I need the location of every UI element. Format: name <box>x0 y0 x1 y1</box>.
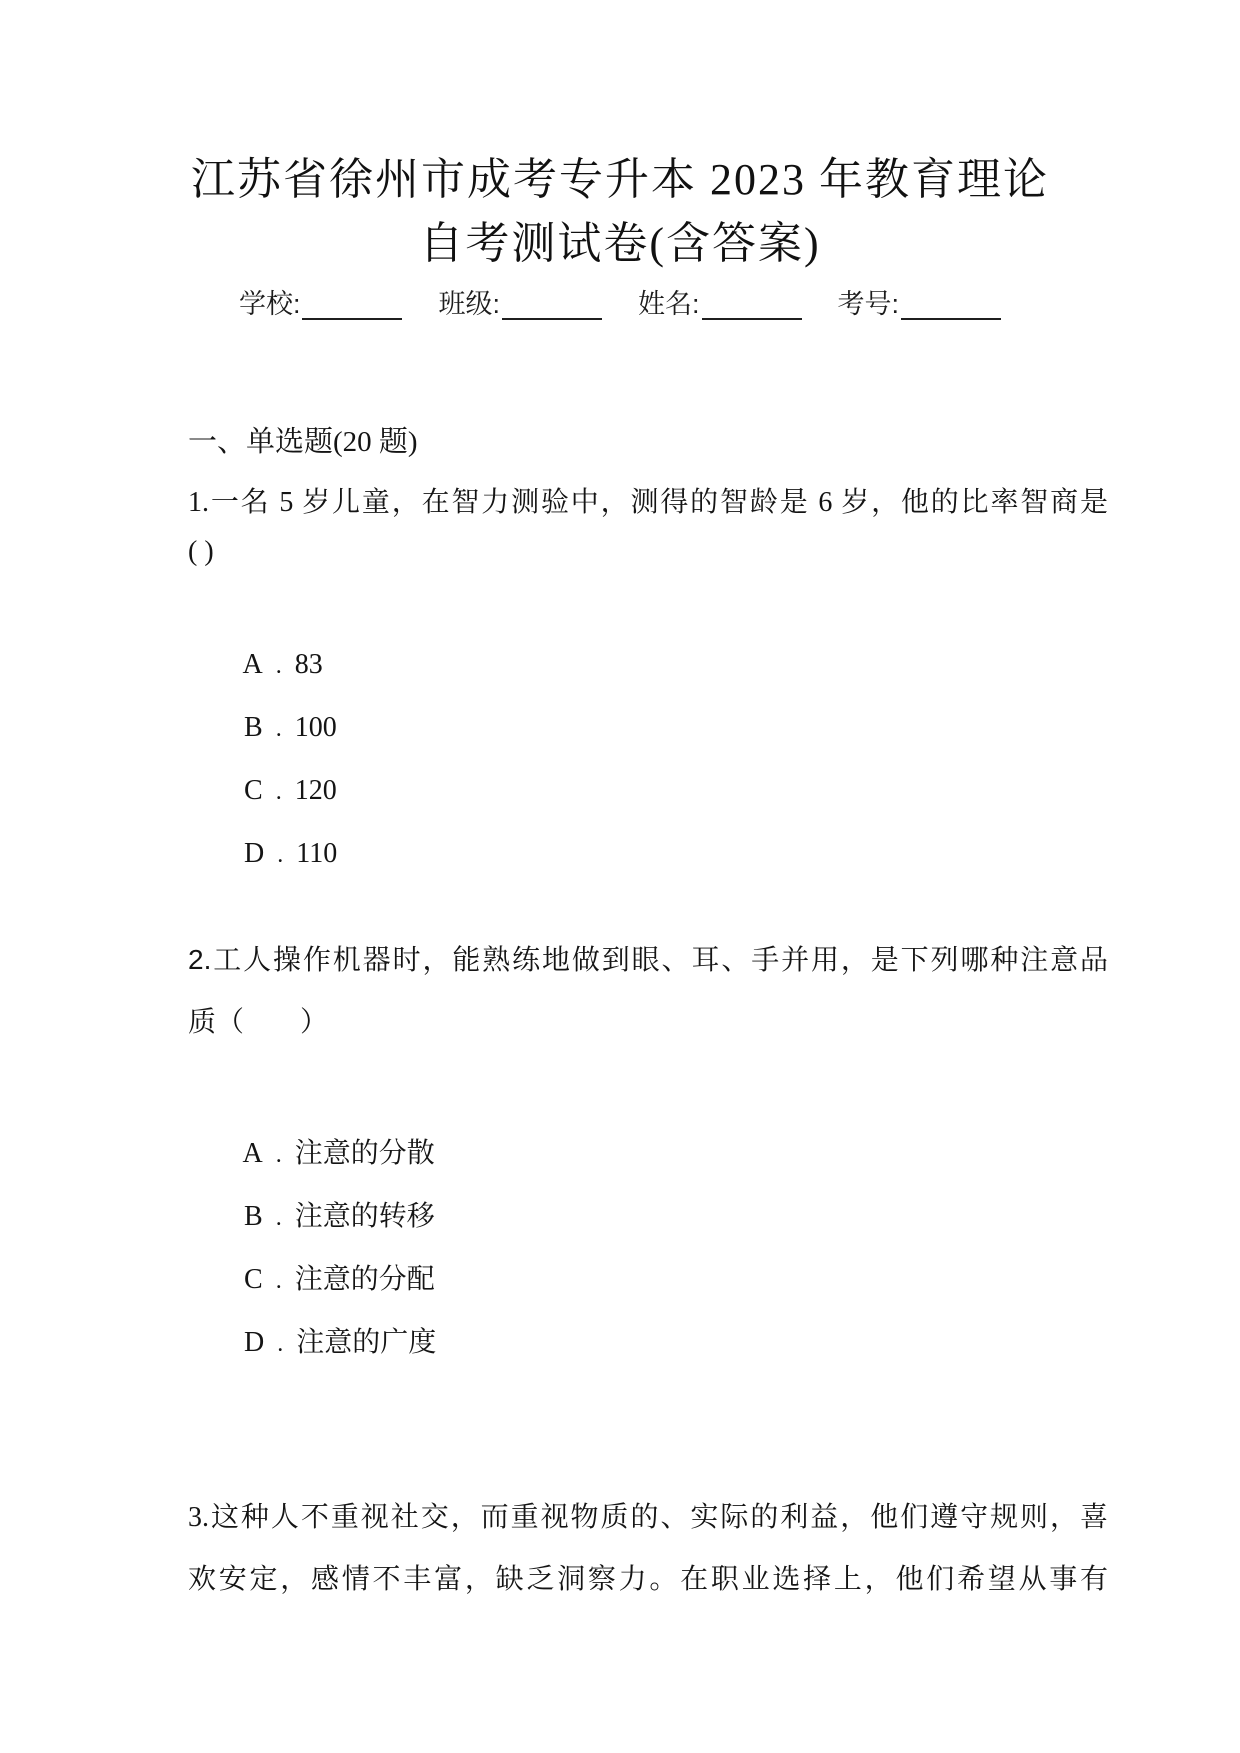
option-letter: B <box>244 712 263 743</box>
exam-title-line-2: 自考测试卷(含答案) <box>419 219 821 268</box>
question-3-line-2: 欢安定，感情不丰富，缺乏洞察力。在职业选择上，他们希望从事有 <box>188 1564 1108 1595</box>
option-letter: C <box>244 1264 263 1295</box>
option-dot: . <box>275 779 282 805</box>
header-form-row <box>0 289 1240 320</box>
form-field-class <box>438 289 602 320</box>
option-dot: . <box>277 842 284 868</box>
option-letter: C <box>244 775 263 806</box>
option-dot: . <box>275 1142 282 1168</box>
question-1-line-2: ( ) <box>188 536 214 567</box>
form-field-school-blank <box>302 289 402 320</box>
option-dot: . <box>275 1268 282 1294</box>
option-row-2a <box>188 1059 1108 1169</box>
option-text: 100 <box>294 712 337 743</box>
form-field-examno <box>838 289 1002 320</box>
form-field-name-label: 姓名: <box>638 289 700 319</box>
option-text: 注意的广度 <box>296 1327 437 1358</box>
question-2-options <box>188 1059 1108 1358</box>
exam-title <box>0 148 1240 276</box>
option-text: 注意的转移 <box>294 1201 435 1232</box>
option-text: 120 <box>294 775 337 806</box>
option-dot: . <box>275 716 282 742</box>
section-heading-single-choice: 一、单选题(20 题) <box>188 426 418 458</box>
option-letter: A <box>242 649 263 680</box>
option-text: 注意的分散 <box>294 1138 435 1169</box>
option-letter: D <box>244 1327 265 1358</box>
form-field-class-blank <box>502 289 602 320</box>
question-3 <box>188 1487 1108 1611</box>
question-1-line-1: 1.一名 5 岁儿童，在智力测验中，测得的智龄是 6 岁，他的比率智商是 <box>188 487 1108 518</box>
option-dot: . <box>275 1205 282 1231</box>
exam-title-line-1: 江苏省徐州市成考专升本 2023 年教育理论 <box>191 155 1049 204</box>
form-field-school-label: 学校: <box>238 289 301 319</box>
option-dot: . <box>275 653 282 679</box>
option-letter: D <box>244 838 265 869</box>
option-text: 110 <box>296 838 338 869</box>
form-field-name <box>638 289 802 320</box>
form-field-examno-blank <box>901 289 1001 320</box>
option-row-1a <box>188 570 1108 680</box>
question-2 <box>188 929 1108 1358</box>
form-field-class-label: 班级: <box>438 289 500 319</box>
form-field-examno-label: 考号: <box>837 289 900 319</box>
option-text: 83 <box>294 649 323 680</box>
form-field-name-blank <box>702 289 802 320</box>
question-1 <box>188 472 1108 869</box>
question-2-line-1: 2.工人操作机器时，能熟练地做到眼、耳、手并用，是下列哪种注意品 <box>188 944 1108 975</box>
question-2-line-2: 质（ ） <box>188 1006 329 1037</box>
question-3-line-1: 3.这种人不重视社交，而重视物质的、实际的利益，他们遵守规则，喜 <box>188 1502 1108 1533</box>
option-dot: . <box>277 1331 284 1357</box>
option-letter: A <box>242 1138 263 1169</box>
option-row-1b <box>188 633 1108 743</box>
option-letter: B <box>244 1201 263 1232</box>
option-text: 注意的分配 <box>294 1264 435 1295</box>
form-field-school <box>239 289 403 320</box>
question-1-options <box>188 570 1108 869</box>
